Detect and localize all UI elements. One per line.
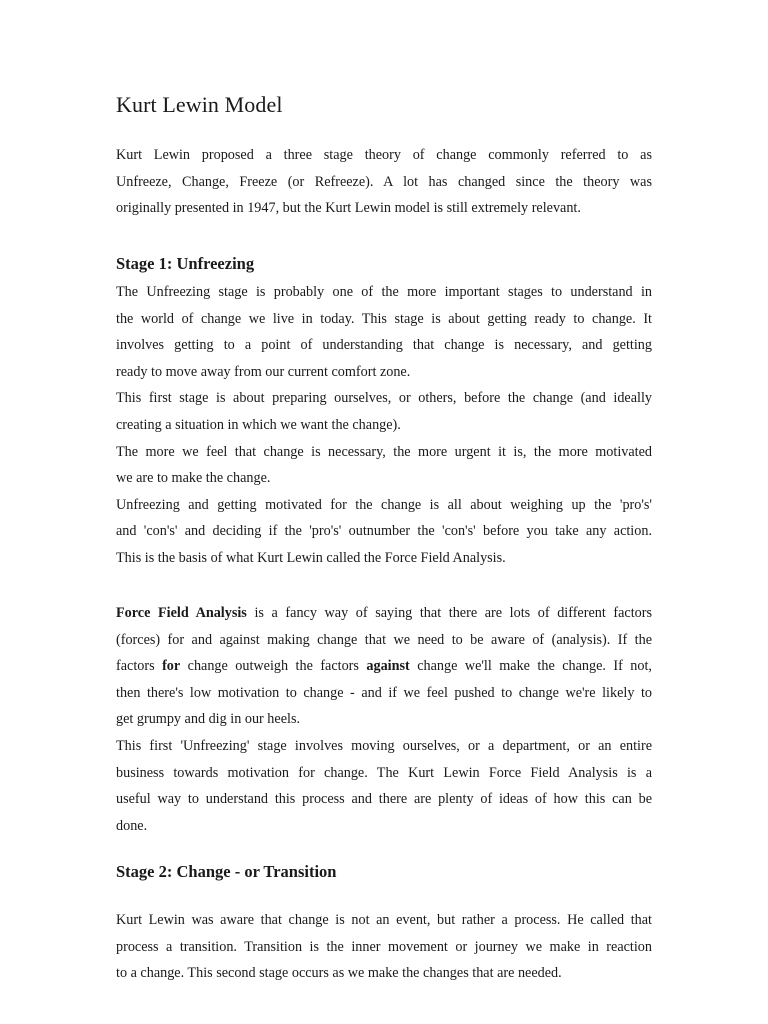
stage1-line: we are to make the change. [116, 470, 271, 487]
force-text: factors [116, 658, 163, 675]
stage1-line: and 'con's' and deciding if the 'pro's' outnumber the 'con's' before you take any action. [116, 523, 652, 540]
force-line: then there's low motivation to change - and if we feel pushed to change we're likely to [116, 684, 652, 701]
stage2-heading: Stage 2: Change - or Transition [116, 862, 337, 881]
stage1-heading: Stage 1: Unfreezing [116, 254, 255, 273]
stage2-line: to a change. This second stage occurs as we make the changes that are needed. [116, 965, 562, 982]
force-field-paragraph [116, 600, 652, 839]
document-title: Kurt Lewin Model [116, 92, 283, 117]
force-line: business towards motivation for change. The Kurt Lewin Force Field Analysis is a [116, 764, 652, 781]
force-line [116, 600, 652, 627]
stage2-line: Kurt Lewin was aware that change is not an event, but rather a process. He called that [116, 912, 652, 928]
intro-paragraph [116, 142, 652, 222]
force-line [116, 653, 652, 680]
stage1-line: creating a situation in which we want the change). [116, 416, 401, 433]
stage1-line: This first stage is about preparing ourselves, or others, before the change (and ideally [116, 390, 652, 407]
stage1-line: ready to move away from our current comfort zone. [116, 363, 411, 380]
intro-line: originally presented in 1947, but the Kurt Lewin model is still extremely relevant. [116, 200, 581, 217]
force-line: done. [116, 817, 148, 834]
stage1-line: This is the basis of what Kurt Lewin called the Force Field Analysis. [116, 549, 506, 566]
stage2-line: process a transition. Transition is the inner movement or journey we make in reaction [116, 938, 652, 955]
against-term: against [366, 658, 410, 675]
stage1-line: involves getting to a point of understanding that change is necessary, and getting [116, 337, 652, 354]
stage1-line: the world of change we live in today. This stage is about getting ready to change. It [116, 310, 652, 327]
force-text: is a fancy way of saying that there are lots of different factors [246, 605, 652, 621]
stage1-body [116, 279, 652, 572]
force-text: change we'll make the change. If not, [409, 658, 652, 675]
force-line: get grumpy and dig in our heels. [116, 711, 301, 728]
stage1-line: The more we feel that change is necessary, the more urgent it is, the more motivated [116, 443, 652, 460]
stage2-body [116, 907, 652, 987]
force-line: useful way to understand this process and there are plenty of ideas of how this can be [116, 791, 652, 808]
force-field-term: Force Field Analysis [116, 605, 247, 621]
force-line: (forces) for and against making change that we need to be aware of (analysis). If the [116, 631, 652, 648]
stage1-line: The Unfreezing stage is probably one of the more important stages to understand in [116, 284, 652, 300]
force-text: change outweigh the factors [180, 658, 367, 675]
force-line: This first 'Unfreezing' stage involves moving ourselves, or a department, or an entire [116, 737, 652, 754]
intro-line: Unfreeze, Change, Freeze (or Refreeze). A lot has changed since the theory was [116, 173, 652, 190]
stage1-line: Unfreezing and getting motivated for the change is all about weighing up the 'pro's' [116, 496, 652, 513]
for-term: for [162, 658, 181, 675]
intro-line: Kurt Lewin proposed a three stage theory of change commonly referred to as [116, 147, 652, 163]
